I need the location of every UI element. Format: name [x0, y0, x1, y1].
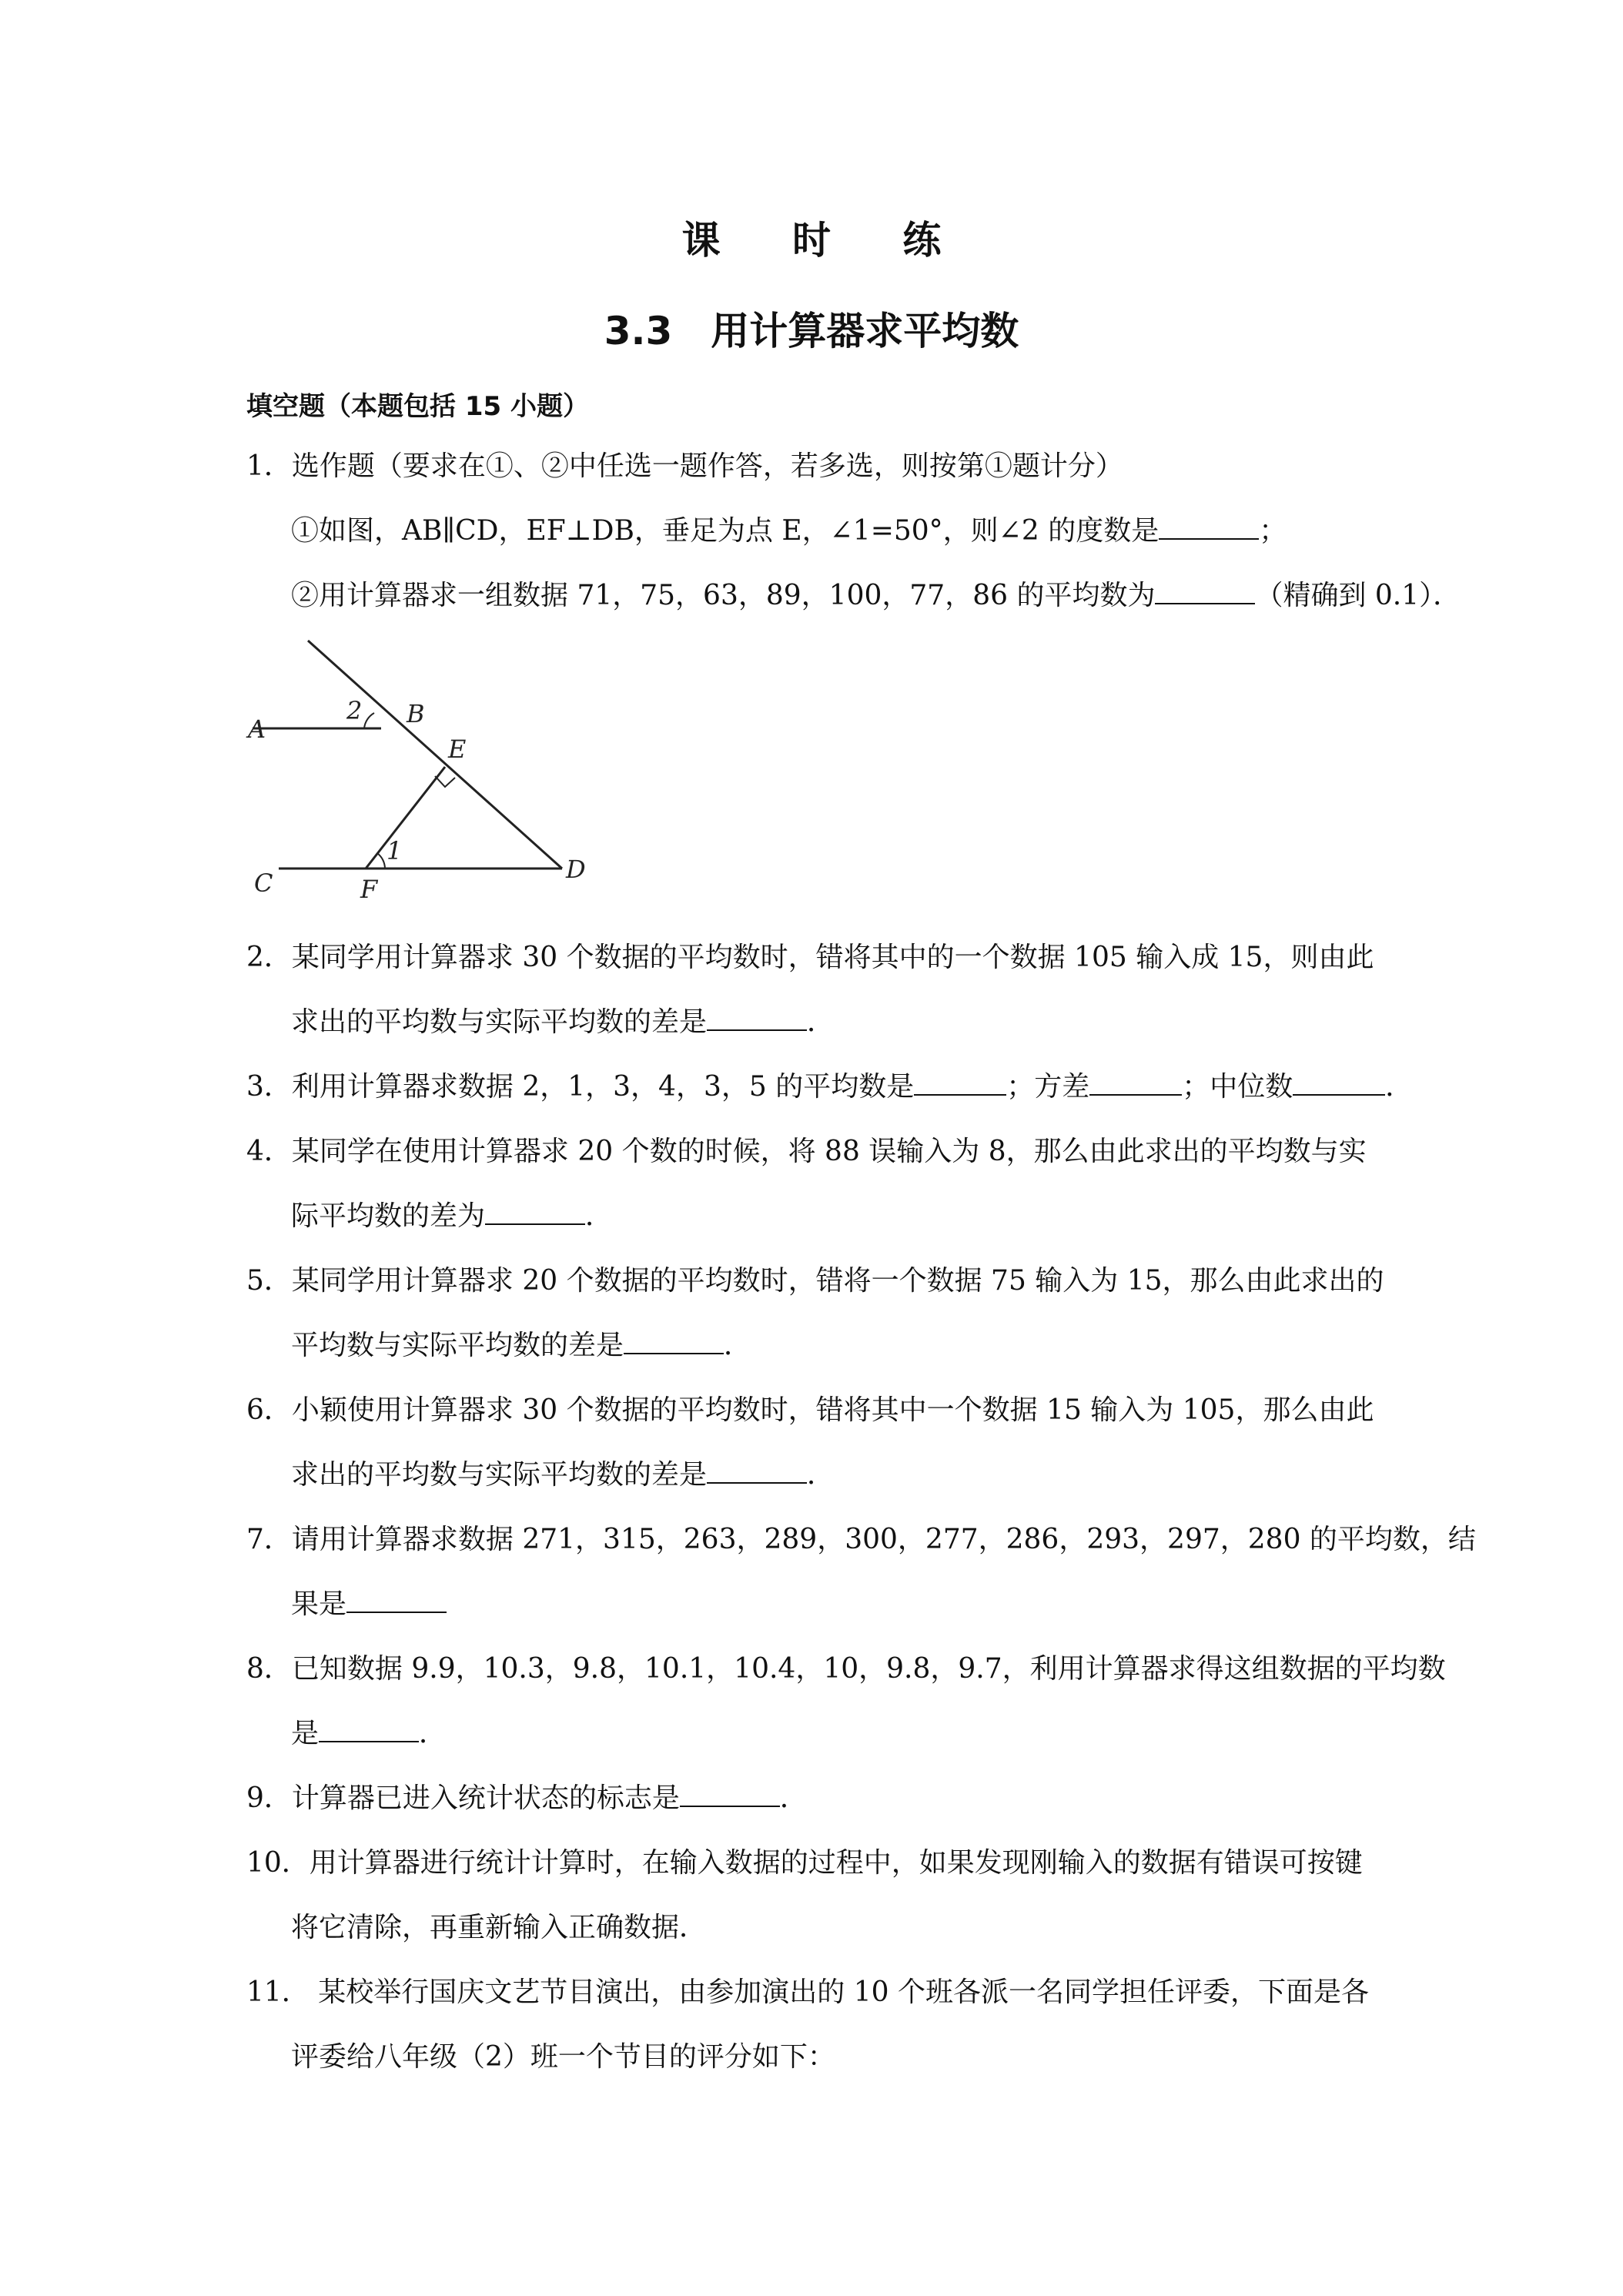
- q1b-text: ②用计算器求一组数据 71，75，63，89，100，77，86 的平均数为: [291, 580, 1156, 611]
- section-heading: 填空题（本题包括 15 小题）: [246, 391, 589, 422]
- line-bd: [308, 641, 562, 869]
- question-9: [246, 1782, 808, 1814]
- question-7-line-2: [291, 1588, 447, 1620]
- q5-text: 平均数与实际平均数的差是: [291, 1330, 624, 1361]
- answer-blank[interactable]: [914, 1094, 1006, 1096]
- label-d: D: [566, 855, 586, 884]
- label-a: A: [248, 715, 266, 744]
- answer-blank[interactable]: [1293, 1094, 1385, 1096]
- answer-blank[interactable]: [707, 1482, 807, 1484]
- label-angle-1: 1: [387, 836, 403, 865]
- question-8-line-2: [291, 1720, 447, 1748]
- question-6-line-2: [291, 1461, 835, 1489]
- label-angle-2: 2: [346, 696, 363, 725]
- answer-blank[interactable]: [624, 1353, 724, 1354]
- q5-tail: ．: [724, 1330, 752, 1361]
- question-1-option-a: [291, 517, 1287, 545]
- question-11-line-2: 评委给八年级（2）班一个节目的评分如下：: [291, 2041, 835, 2073]
- q6-text: 求出的平均数与实际平均数的差是: [291, 1459, 708, 1491]
- question-3: [246, 1073, 1413, 1101]
- question-1-option-b: [291, 582, 1461, 610]
- label-c: C: [254, 869, 273, 898]
- question-2-line-2: [291, 1006, 835, 1038]
- answer-blank[interactable]: [1159, 538, 1259, 540]
- q2-tail: ．: [807, 1006, 835, 1038]
- question-2-line-1: 2．某同学用计算器求 30 个数据的平均数时，错将其中的一个数据 105 输入成 15，则由此: [246, 942, 1374, 973]
- question-1-head: 1．选作题（要求在①、②中任选一题作答，若多选，则按第①题计分）: [246, 450, 1123, 482]
- answer-blank[interactable]: [1089, 1094, 1182, 1096]
- q4-text: 际平均数的差为: [291, 1200, 486, 1232]
- label-e: E: [448, 735, 467, 764]
- q2-text: 求出的平均数与实际平均数的差是: [291, 1006, 708, 1038]
- question-4-line-2: [291, 1200, 614, 1232]
- q3-tail: ．: [1385, 1071, 1414, 1103]
- question-11-line-1: 11． 某校举行国庆文艺节目演出，由参加演出的 10 个班各派一名同学担任评委，下面是各: [246, 1976, 1369, 2008]
- lesson-title: 3.3 用计算器求平均数: [604, 309, 1019, 353]
- answer-blank[interactable]: [707, 1029, 807, 1031]
- q3-variance-label: ；方差: [1006, 1071, 1090, 1103]
- question-10-line-2: 将它清除，再重新输入正确数据．: [291, 1912, 708, 1943]
- q7-text: 果是: [291, 1588, 347, 1620]
- answer-blank[interactable]: [1155, 603, 1255, 604]
- angle-1-arc: [377, 853, 385, 869]
- label-b: B: [407, 699, 425, 728]
- question-5-line-2: [291, 1332, 751, 1360]
- q6-tail: ．: [807, 1459, 835, 1491]
- q9-tail: ．: [779, 1782, 808, 1814]
- question-4-line-1: 4．某同学在使用计算器求 20 个数的时候，将 88 误输入为 8，那么由此求出的平均数与实: [246, 1136, 1367, 1167]
- q8-tail: ．: [419, 1718, 447, 1749]
- q3-median-label: ；中位数: [1182, 1071, 1293, 1103]
- question-6-line-1: 6．小颖使用计算器求 30 个数据的平均数时，错将其中一个数据 15 输入为 105，那么由此: [246, 1394, 1374, 1426]
- question-7-line-1: 7．请用计算器求数据 271，315，263，289，300，277，286，293，297，280 的平均数，结: [246, 1524, 1476, 1555]
- q1a-text: ①如图，AB∥CD，EF⊥DB，垂足为点 E，∠1=50°，则∠2 的度数是: [291, 515, 1160, 547]
- label-f: F: [360, 875, 378, 904]
- question-10-line-1: 10．用计算器进行统计计算时，在输入数据的过程中，如果发现刚输入的数据有错误可按键: [246, 1847, 1363, 1879]
- answer-blank[interactable]: [346, 1612, 447, 1613]
- answer-blank[interactable]: [485, 1223, 585, 1225]
- angle-2-arc: [364, 713, 374, 728]
- q1a-tail: ；: [1259, 515, 1287, 547]
- question-8-line-1: 8．已知数据 9.9，10.3，9.8，10.1，10.4，10，9.8，9.7，利用计算器求得这组数据的平均数: [246, 1653, 1446, 1685]
- q3-text: 3．利用计算器求数据 2，1，3，4，3，5 的平均数是: [246, 1071, 915, 1103]
- question-5-line-1: 5．某同学用计算器求 20 个数据的平均数时，错将一个数据 75 输入为 15，那么由此求出的: [246, 1265, 1384, 1297]
- q4-tail: ．: [585, 1200, 614, 1232]
- q8-text: 是: [291, 1718, 320, 1749]
- q1b-tail: （精确到 0.1）．: [1255, 580, 1461, 611]
- answer-blank[interactable]: [319, 1741, 419, 1742]
- q9-text: 9．计算器已进入统计状态的标志是: [246, 1782, 680, 1814]
- answer-blank[interactable]: [680, 1806, 780, 1807]
- geometry-figure: [239, 631, 608, 909]
- page-title: 课 时 练: [681, 218, 971, 263]
